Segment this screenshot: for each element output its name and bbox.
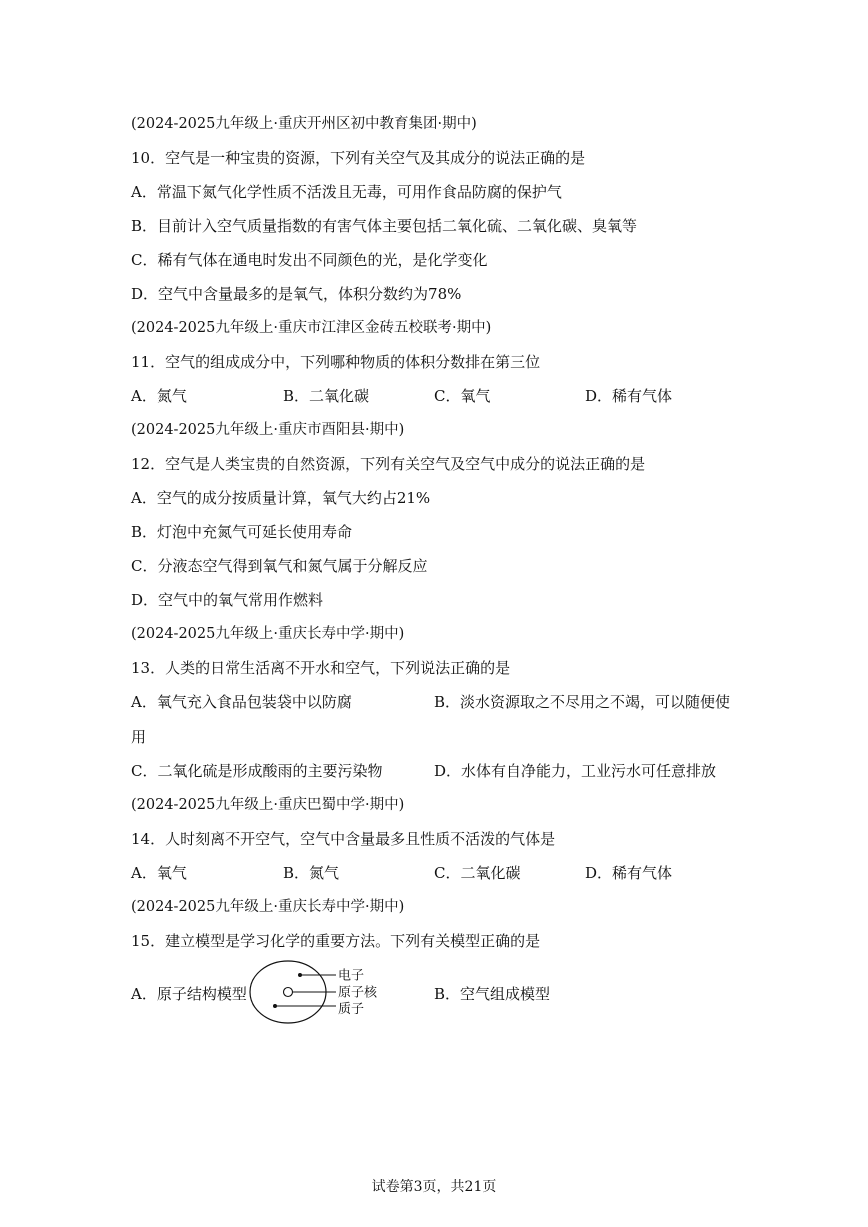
q14-option-d: D．稀有气体 bbox=[585, 864, 673, 882]
q13-option-b: B．淡水资源取之不尽用之不竭，可以随便使 bbox=[434, 693, 731, 711]
q13-stem: 13．人类的日常生活离不开水和空气，下列说法正确的是 bbox=[131, 659, 511, 677]
q15-option-b-label: B．空气组成模型 bbox=[434, 985, 551, 1003]
q11-option-a: A．氮气 bbox=[131, 387, 187, 405]
q12-option-a: A．空气的成分按质量计算，氧气大约占21% bbox=[131, 489, 431, 507]
q12-option-b: B．灯泡中充氮气可延长使用寿命 bbox=[131, 523, 353, 541]
q15-source: (2024-2025九年级上·重庆长寿中学·期中) bbox=[131, 899, 405, 915]
q14-options bbox=[131, 864, 751, 882]
q15-stem: 15．建立模型是学习化学的重要方法。下列有关模型正确的是 bbox=[131, 932, 541, 950]
q11-option-b: B．二氧化碳 bbox=[283, 387, 370, 405]
q10-stem: 10．空气是一种宝贵的资源，下列有关空气及其成分的说法正确的是 bbox=[131, 149, 586, 167]
q12-source: (2024-2025九年级上·重庆市酉阳县·期中) bbox=[131, 422, 405, 438]
q14-stem: 14．人时刻离不开空气，空气中含量最多且性质不活泼的气体是 bbox=[131, 830, 556, 848]
q14-source: (2024-2025九年级上·重庆巴蜀中学·期中) bbox=[131, 797, 405, 813]
q14-option-c: C．二氧化碳 bbox=[434, 864, 521, 882]
q11-source: (2024-2025九年级上·重庆市江津区金砖五校联考·期中) bbox=[131, 320, 492, 336]
q10-option-c: C．稀有气体在通电时发出不同颜色的光，是化学变化 bbox=[131, 251, 488, 269]
q11-stem: 11．空气的组成成分中，下列哪种物质的体积分数排在第三位 bbox=[131, 353, 541, 371]
nucleus-label: 原子核 bbox=[338, 985, 378, 1001]
q10-option-b: B．目前计入空气质量指数的有害气体主要包括二氧化硫、二氧化碳、臭氧等 bbox=[131, 217, 638, 235]
q12-option-d: D．空气中的氧气常用作燃料 bbox=[131, 591, 324, 609]
q13-options-row1 bbox=[131, 693, 751, 711]
q12-stem: 12．空气是人类宝贵的自然资源，下列有关空气及空气中成分的说法正确的是 bbox=[131, 455, 646, 473]
q10-option-d: D．空气中含量最多的是氧气，体积分数约为78% bbox=[131, 285, 462, 303]
q13-option-b-continued: 用 bbox=[131, 728, 147, 746]
q13-options-row2 bbox=[131, 762, 751, 780]
q10-source: (2024-2025九年级上·重庆开州区初中教育集团·期中) bbox=[131, 116, 477, 132]
atom-nucleus bbox=[284, 988, 293, 997]
q15-option-a-label: A．原子结构模型 bbox=[131, 985, 247, 1003]
q12-option-c: C．分液态空气得到氧气和氮气属于分解反应 bbox=[131, 557, 428, 575]
q11-option-c: C．氧气 bbox=[434, 387, 491, 405]
q13-option-c: C．二氧化硫是形成酸雨的主要污染物 bbox=[131, 762, 383, 780]
q13-source: (2024-2025九年级上·重庆长寿中学·期中) bbox=[131, 626, 405, 642]
q14-option-b: B．氮气 bbox=[283, 864, 340, 882]
q11-options bbox=[131, 387, 751, 405]
q10-option-a: A．常温下氮气化学性质不活泼且无毒，可用作食品防腐的保护气 bbox=[131, 183, 562, 201]
q14-option-a: A．氧气 bbox=[131, 864, 187, 882]
q13-option-a: A．氧气充入食品包装袋中以防腐 bbox=[131, 693, 352, 711]
page-footer: 试卷第3页，共21页 bbox=[371, 1179, 497, 1195]
q11-option-d: D．稀有气体 bbox=[585, 387, 673, 405]
atom-structure-diagram bbox=[248, 958, 388, 1028]
electron-label: 电子 bbox=[338, 968, 365, 984]
proton-label: 质子 bbox=[338, 1002, 365, 1017]
q13-option-d: D．水体有自净能力，工业污水可任意排放 bbox=[434, 762, 717, 780]
